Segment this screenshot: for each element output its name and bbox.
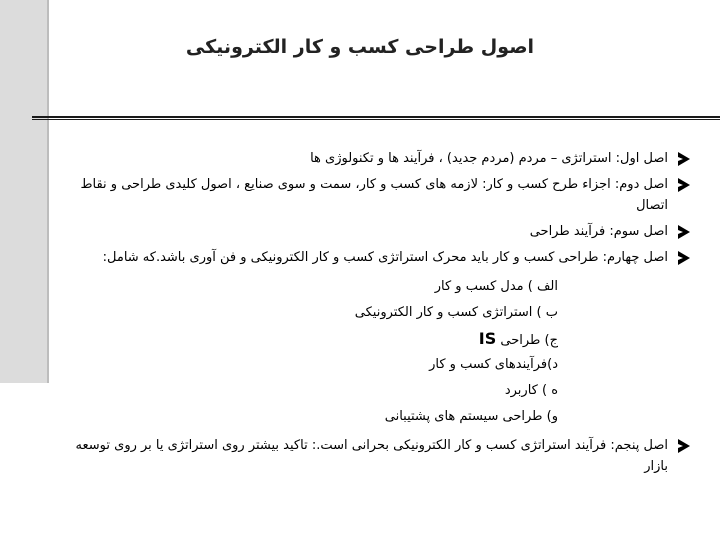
sub-item-vav: و) طراحی سیستم های پشتیبانی bbox=[384, 409, 558, 424]
bullet-item-4 bbox=[62, 247, 696, 430]
bullet-item-2 bbox=[62, 174, 696, 216]
bullet-text: اصل اول: استراتژی – مردم (مردم جدید) ، فرآیند ها و تکنولوژی ها bbox=[310, 151, 668, 166]
title-divider-thin bbox=[32, 119, 720, 120]
bullet-text: اصل چهارم: طراحی کسب و کار باید محرک استراتژی کسب و کار الکترونیکی و فن آوری باشد.که شامل: bbox=[102, 250, 668, 265]
bullet-item-1 bbox=[62, 148, 696, 169]
bullet-text: اصل پنجم: فرآیند استراتژی کسب و کار الکترونیکی بحرانی است.: تاکید بیشتر روی استراتژی یا بر روی توسعه بازار bbox=[75, 438, 668, 474]
bullet-item-5 bbox=[62, 435, 696, 477]
bullet-text: اصل سوم: فرآیند طراحی bbox=[529, 224, 668, 239]
arrow-bullet-icon bbox=[678, 225, 690, 239]
arrow-bullet-icon bbox=[678, 251, 690, 265]
slide-body bbox=[62, 148, 696, 482]
bullet-text: اصل دوم: اجزاء طرح کسب و کار: لازمه های کسب و کار، سمت و سوی صنایع ، اصول کلیدی طراحی و نقاط اتصال bbox=[80, 177, 668, 213]
sub-item-he: ه ) کاربرد bbox=[504, 383, 558, 398]
side-decoration-strip bbox=[0, 0, 47, 383]
arrow-bullet-icon bbox=[678, 152, 690, 166]
title-divider-thick bbox=[32, 116, 720, 118]
sub-item-jim-prefix: ج) طراحی bbox=[500, 333, 558, 348]
bullet-item-3 bbox=[62, 221, 696, 242]
side-decoration-edge bbox=[47, 0, 49, 383]
arrow-bullet-icon bbox=[678, 178, 690, 192]
sub-item-alef: الف ) مدل کسب و کار bbox=[434, 279, 558, 294]
slide-title: اصول طراحی کسب و کار الکترونیکی bbox=[185, 36, 535, 58]
sub-item-jim-suffix: IS bbox=[478, 329, 497, 348]
sub-item-be: ب ) استراتژی کسب و کار الکترونیکی bbox=[354, 305, 558, 320]
sub-list bbox=[62, 274, 668, 430]
sub-item-jim bbox=[62, 326, 558, 352]
sub-item-dal: د)فرآیندهای کسب و کار bbox=[429, 357, 558, 372]
arrow-bullet-icon bbox=[678, 439, 690, 453]
